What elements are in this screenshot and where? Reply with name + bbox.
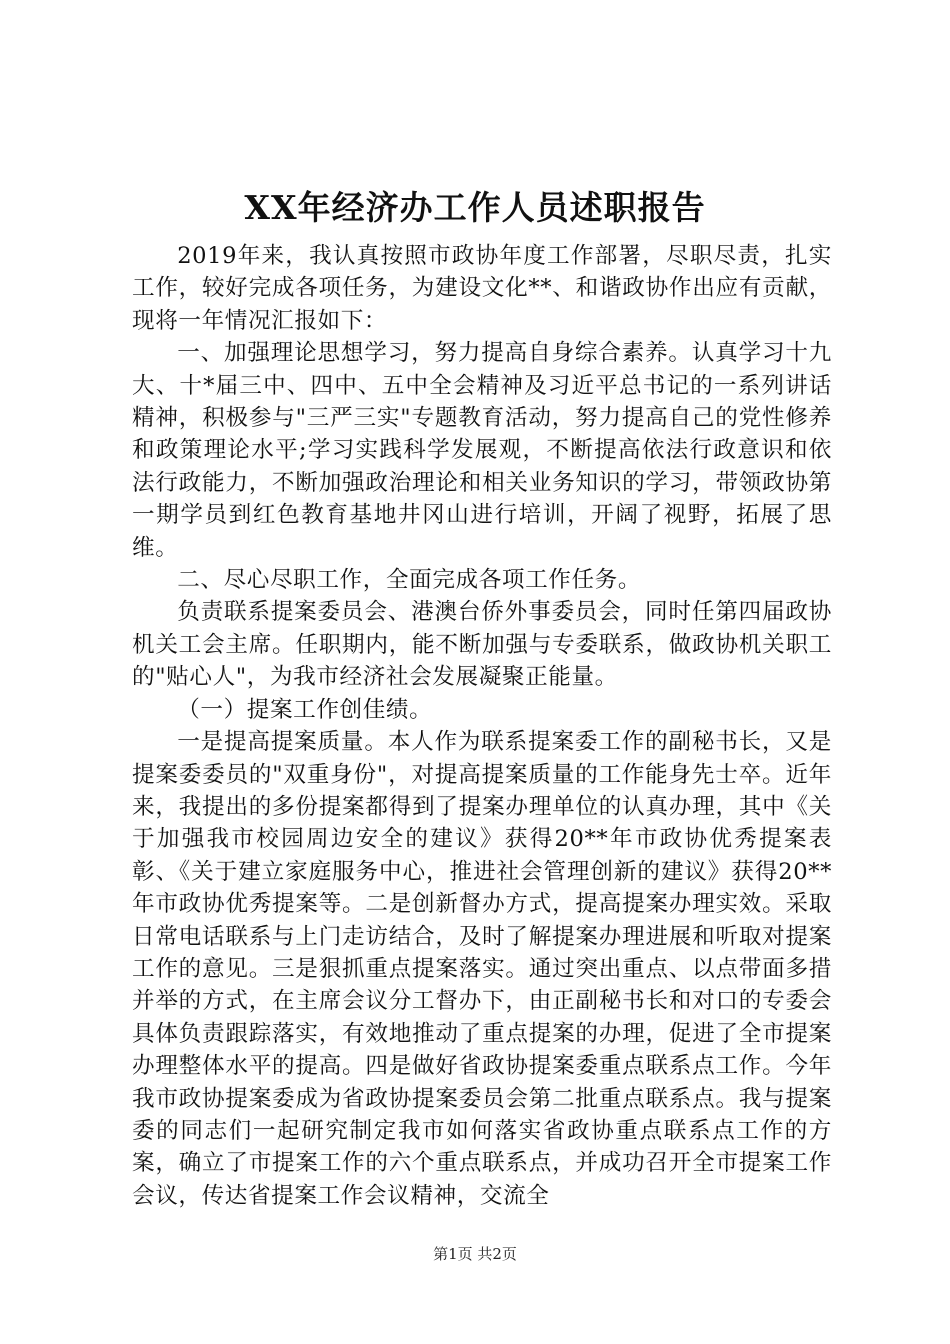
document-title: XX年经济办工作人员述职报告 — [244, 188, 706, 227]
paragraph-responsibilities: 负责联系提案委员会、港澳台侨外事委员会，同时任第四届政协机关工会主席。任职期内，能不断加强与专委联系，做政协机关职工的"贴心人"，为我市经济社会发展凝聚正能量。 — [132, 599, 832, 691]
page-footer: 第1页 共2页 — [433, 1245, 517, 1263]
paragraph-section-2-heading: 二、尽心尽职工作，全面完成各项工作任务。 — [177, 567, 642, 594]
paragraph-intro: 2019年来，我认真按照市政协年度工作部署，尽职尽责，扎实工作，较好完成各项任务，为建设文化**、和谐政协作出应有贡献，现将一年情况汇报如下： — [132, 243, 832, 334]
paragraph-subsection-1-heading: （一）提案工作创佳绩。 — [177, 696, 433, 723]
paragraph-proposal-work: 一是提高提案质量。本人作为联系提案委工作的副秘书长，又是提案委委员的"双重身份"，对提高提案质量的工作能身先士卒。近年来，我提出的多份提案都得到了提案办理单位的认真办理，其中《关于加强我市校园周边安全的建议》获得20**年市政协优秀提案表彰、《关于建立家庭服务中心，推进社会管理创新的建议》获得20**年市政协优秀提案等。二是创新督办方式，提高提案办理实效。采取日常电话联系与上门走访结合，及时了解提案办理进展和听取对提案工作的意见。三是狠抓重点提案落实。通过突出重点、以点带面多措并举的方式，在主席会议分工督办下，由正副秘书长和对口的专委会具体负责跟踪落实，有效地推动了重点提案的办理，促进了全市提案办理整体水平的提高。四是做好省政协提案委重点联系点工作。今年我市政协提案委成为省政协提案委员会第二批重点联系点。我与提案委的同志们一起研究制定我市如何落实省政协重点联系点工作的方案，确立了市提案工作的六个重点联系点，并成功召开全市提案工作会议，传达省提案工作会议精神，交流全 — [132, 729, 832, 1209]
paragraph-section-1: 一、加强理论思想学习，努力提高自身综合素养。认真学习十九大、十*届三中、四中、五中全会精神及习近平总书记的一系列讲话精神，积极参与"三严三实"专题教育活动，努力提高自己的党性修养和政策理论水平;学习实践科学发展观，不断提高依法行政意识和依法行政能力，不断加强政治理论和相关业务知识的学习，带领政协第一期学员到红色教育基地井冈山进行培训，开阔了视野，拓展了思维。 — [132, 340, 832, 561]
document-body — [132, 240, 832, 1212]
